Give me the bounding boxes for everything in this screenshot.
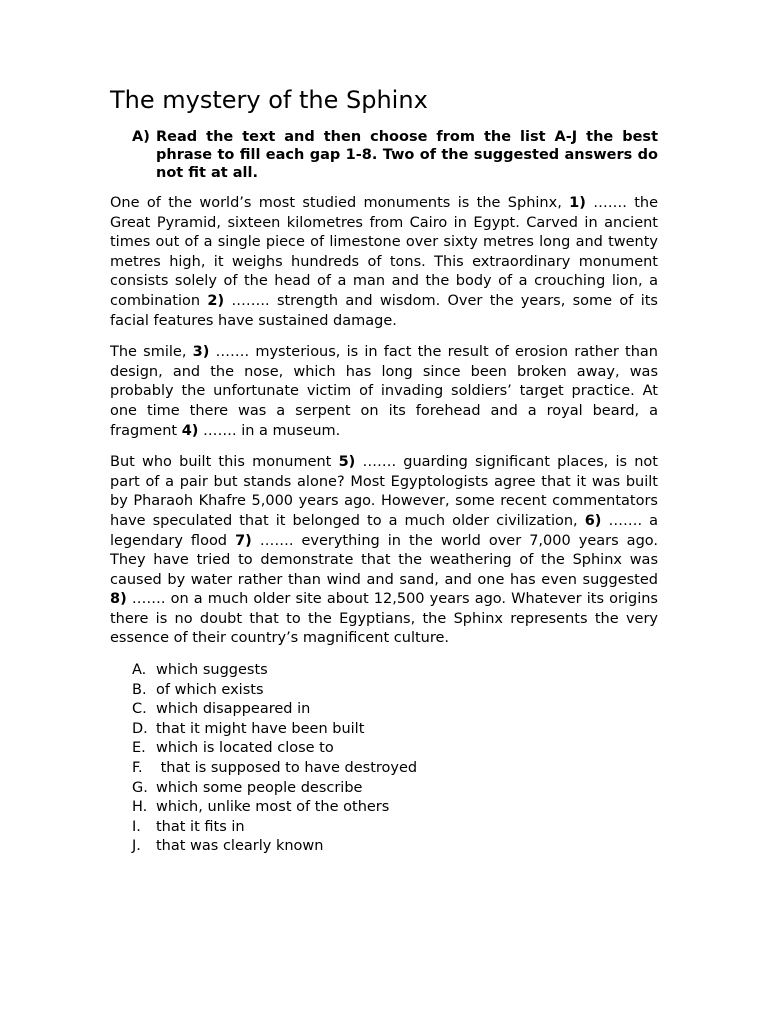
option-label: F.: [132, 760, 143, 777]
option-text: of which exists: [156, 681, 264, 698]
gap-number: 6): [584, 512, 602, 529]
passage-text: But who built this monument: [110, 454, 339, 471]
option-item: [132, 739, 658, 759]
option-label: I.: [132, 818, 141, 835]
passage-text: ……. the Great Pyramid, sixteen kilometres from Cairo in Egypt. Carved in ancient times out of a single piece of limestone over sixty metres long and twenty metres high, it weighs hundreds of tons. This extraordinary monument consists solely of the head of a man and the body of a crouching lion, a combination: [110, 195, 658, 309]
option-text: which suggests: [156, 662, 268, 679]
gap-number: 8): [110, 591, 127, 608]
option-label: G.: [132, 779, 148, 796]
gap-number: 5): [338, 454, 356, 471]
passage: [110, 194, 658, 649]
option-item: [132, 681, 658, 701]
option-label: H.: [132, 799, 148, 816]
passage-text: ……. mysterious, is in fact the result of erosion rather than design, and the nose, which has long since been broken away, was probably the unfortunate victim of invading soldiers’ target practice. At one time there was a serpent on its forehead and a royal beard, a fragment: [110, 344, 658, 439]
passage-text: ……. on a much older site about 12,500 years ago. Whatever its origins there is no doubt that to the Egyptians, the Sphinx represents the very essence of their country’s magnificent culture.: [110, 591, 658, 647]
option-item: [132, 837, 658, 857]
gap-number: 2): [207, 292, 225, 309]
gap-number: 4): [181, 422, 199, 439]
instruction-marker: A): [132, 129, 150, 145]
gap-number: 3): [192, 344, 210, 361]
answer-options-list: [110, 661, 658, 857]
option-item: [132, 759, 658, 779]
passage-text: ……. in a museum.: [198, 422, 341, 439]
passage-text: ……. everything in the world over 7,000 years ago. They have tried to demonstrate that the weathering of the Sphinx was caused by water rather than wind and sand, and one has even suggested: [110, 532, 658, 588]
instruction: [132, 128, 658, 182]
gap-number: 7): [235, 532, 252, 549]
option-label: D.: [132, 720, 148, 737]
option-text: which disappeared in: [156, 701, 311, 718]
passage-text: ……. guarding significant places, is not part of a pair but stands alone? Most Egyptologists agree that it was built by Pharaoh Khafre 5,000 years ago. However, some recent commentators have speculated that it belonged to a much older civilization,: [110, 454, 658, 529]
option-item: [132, 779, 658, 799]
paragraph-1: [110, 194, 658, 331]
option-text: that is supposed to have destroyed: [156, 760, 418, 777]
passage-text: …….. strength and wisdom. Over the years, some of its facial features have sustained damage.: [110, 292, 658, 329]
option-label: A.: [132, 662, 147, 679]
option-text: which some people describe: [156, 779, 363, 796]
instruction-text: Read the text and then choose from the list A-J the best phrase to fill each gap 1-8. Two of the suggested answers do not fit at all.: [156, 129, 658, 181]
gap-number: 1): [569, 195, 586, 211]
option-item: [132, 798, 658, 818]
option-item: [132, 720, 658, 740]
option-item: [132, 661, 658, 681]
option-label: E.: [132, 740, 146, 757]
option-label: C.: [132, 701, 147, 718]
option-label: J.: [132, 838, 141, 855]
passage-text: The smile,: [110, 344, 193, 361]
option-text: that was clearly known: [156, 838, 324, 855]
option-label: B.: [132, 681, 147, 698]
option-item: [132, 818, 658, 838]
option-item: [132, 700, 658, 720]
option-text: that it might have been built: [156, 720, 365, 737]
page-title: The mystery of the Sphinx: [110, 86, 428, 114]
document-page: [110, 84, 658, 857]
option-text: which, unlike most of the others: [156, 799, 390, 816]
option-text: which is located close to: [156, 740, 334, 757]
passage-text: One of the world’s most studied monuments is the Sphinx,: [110, 195, 570, 211]
passage-text: ……. a legendary flood: [110, 512, 658, 549]
paragraph-2: [110, 343, 658, 441]
paragraph-3: [110, 453, 658, 649]
option-text: that it fits in: [156, 818, 245, 835]
